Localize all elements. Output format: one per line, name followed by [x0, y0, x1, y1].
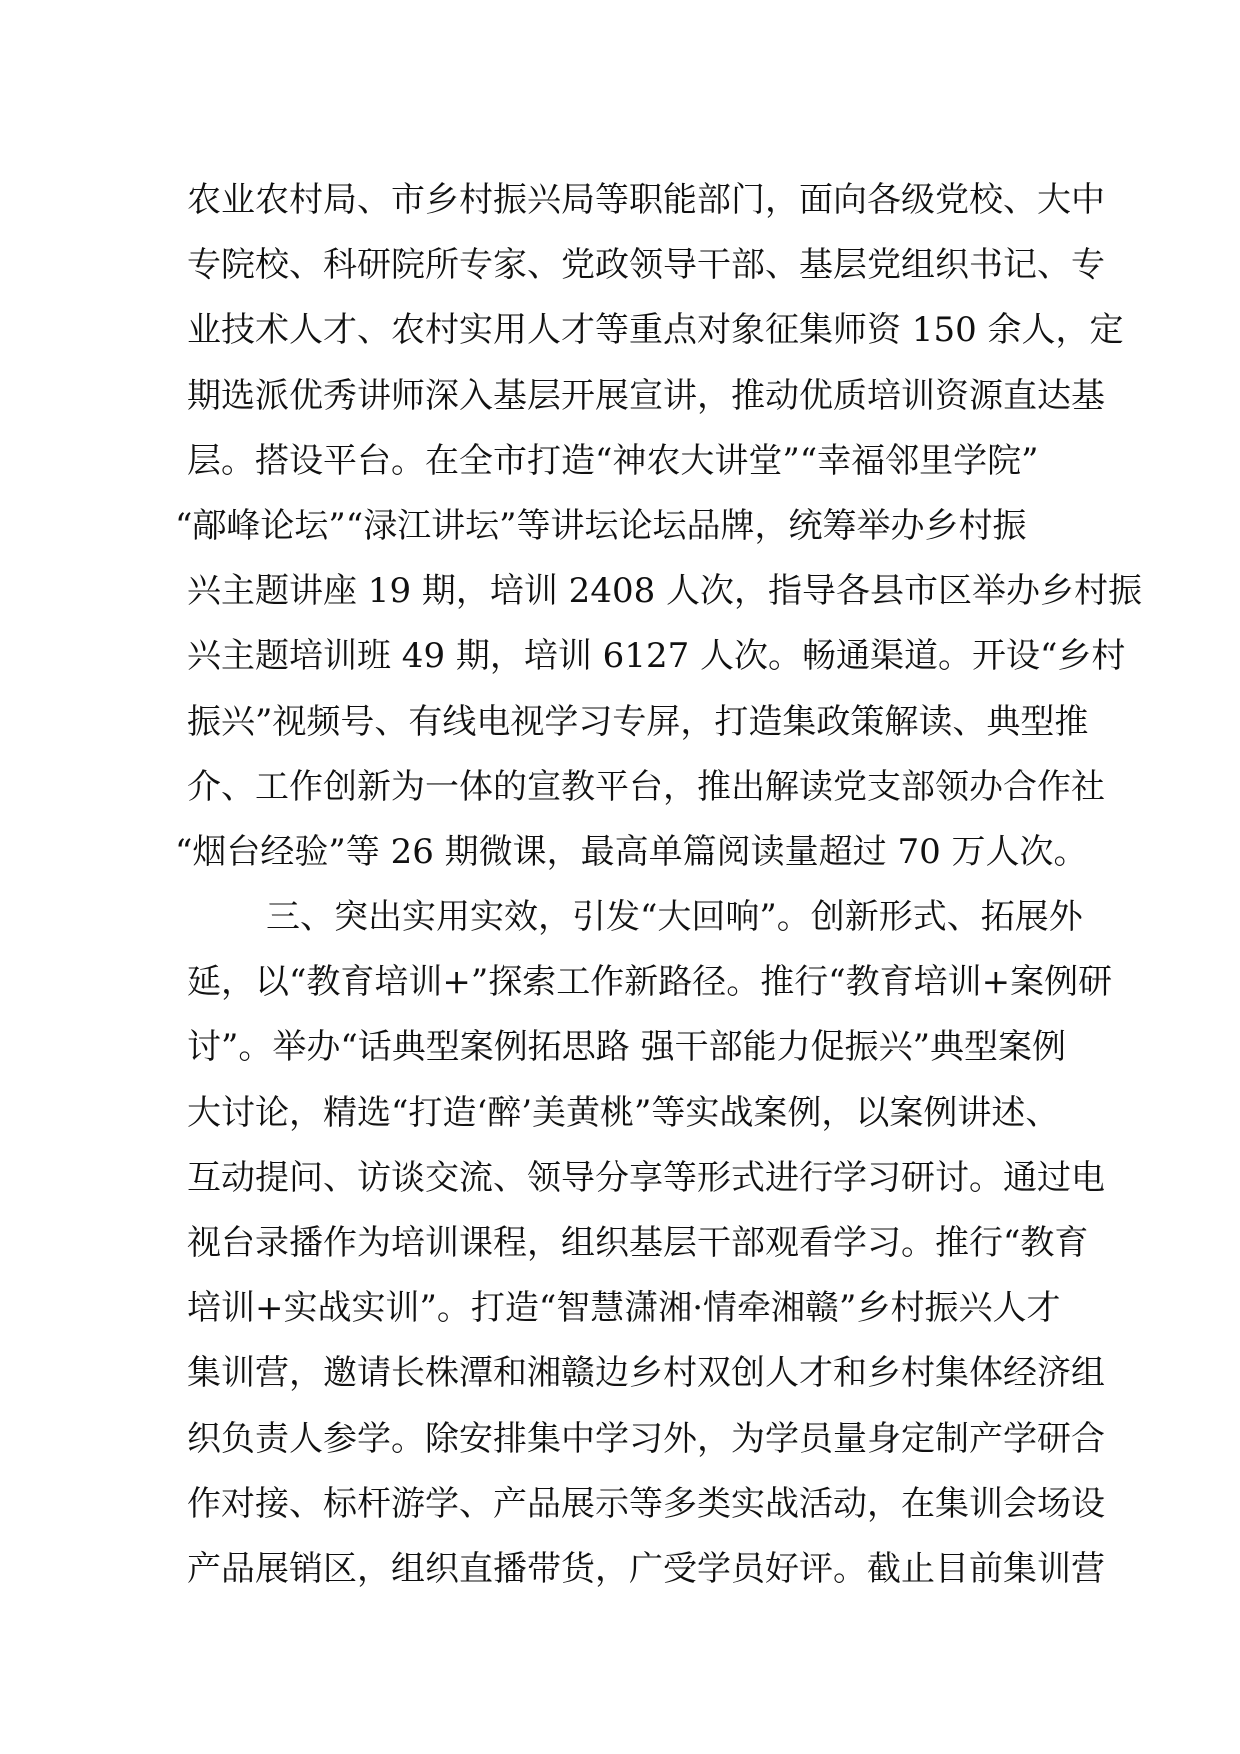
text-line: “鄗峰论坛”“渌江讲坛”等讲坛论坛品牌，统筹举办乡村振: [175, 505, 1027, 546]
text-line: 介、工作创新为一体的宣教平台，推出解读党支部领办合作社: [187, 766, 1105, 807]
text-line: 培训+实战实训”。打造“智慧潇湘·情牵湘赣”乡村振兴人才: [187, 1288, 1061, 1329]
text-line: 兴主题讲座 19 期，培训 2408 人次，指导各县市区举办乡村振: [187, 571, 1143, 612]
paragraph-heading: 三、突出实用实效，引发“大回响”。创新形式、拓展外: [266, 897, 1083, 938]
text-line: 业技术人才、农村实用人才等重点对象征集师资 150 余人，定: [187, 310, 1124, 351]
text-line: 兴主题培训班 49 期，培训 6127 人次。畅通渠道。开设“乡村: [187, 636, 1126, 677]
text-line: 视台录播作为培训课程，组织基层干部观看学习。推行“教育: [187, 1223, 1089, 1263]
text-line: 大讨论，精选“打造‘醉’美黄桃”等实战案例，以案例讲述、: [187, 1092, 1060, 1133]
text-line: 层。搭设平台。在全市打造“神农大讲堂”“幸福邻里学院”: [187, 440, 1039, 481]
text-line: 互动提问、访谈交流、领导分享等形式进行学习研讨。通过电: [187, 1157, 1105, 1198]
text-line: 延，以“教育培训+”探索工作新路径。推行“教育培训+案例研: [187, 962, 1113, 1003]
text-line: “烟台经验”等 26 期微课，最高单篇阅读量超过 70 万人次。: [175, 831, 1088, 872]
text-line: 期选派优秀讲师深入基层开展宣讲，推动优质培训资源直达基: [187, 375, 1105, 416]
text-line: 振兴”视频号、有线电视学习专屏，打造集政策解读、典型推: [187, 701, 1089, 742]
text-line: 集训营，邀请长株潭和湘赣边乡村双创人才和乡村集体经济组: [187, 1353, 1105, 1394]
text-line: 讨”。举办“话典型案例拓思路 强干部能力促振兴”典型案例: [187, 1027, 1066, 1068]
text-line: 农业农村局、市乡村振兴局等职能部门，面向各级党校、大中: [187, 180, 1105, 220]
text-line: 专院校、科研院所专家、党政领导干部、基层党组织书记、专: [187, 245, 1105, 286]
body-text: [175, 168, 1143, 1602]
text-line: 产品展销区，组织直播带货，广受学员好评。截止目前集训营: [187, 1548, 1105, 1589]
text-line: 织负责人参学。除安排集中学习外，为学员量身定制产学研合: [187, 1418, 1105, 1459]
text-line: 作对接、标杆游学、产品展示等多类实战活动，在集训会场设: [187, 1483, 1105, 1524]
